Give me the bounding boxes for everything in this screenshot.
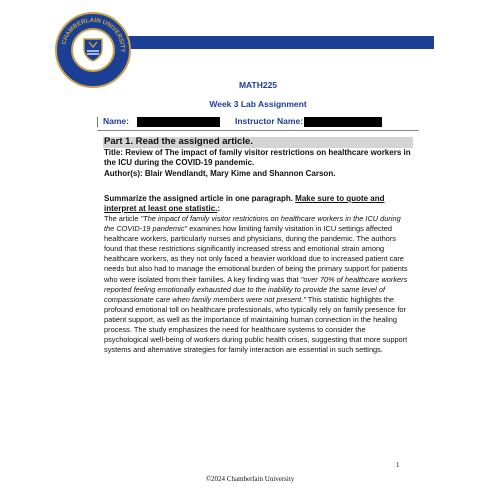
page-number: 1 (396, 461, 400, 469)
summary-quote-title: "The impact of family visitor restrictions on healthcare workers in the ICU during the COVID-19 pandemic" (104, 214, 401, 234)
cursor-bar (97, 117, 98, 127)
summary-quote-statistic: "over 70% of healthcare workers reported feeling emotionally exhausted due to the inability to provide the same level of compassionate care when family members were not present." (104, 274, 408, 304)
summary-part-3: This statistic highlights the profound emotional toll on healthcare professionals, who typically rely on family presence for patient support, as well as the importance of maintaining human connection in the healing process. The study emphasizes the need for healthcare systems to consider the psychological well-being of workers during public health crises, suggesting that more support systems and alternative strategies for family interaction are essential in such settings. (104, 294, 408, 355)
part1-heading: Part 1. Read the assigned article. (104, 136, 253, 147)
copyright-footer: ©2024 Chamberlain University (205, 475, 295, 483)
svg-text:CHAMBERLAIN UNIVERSITY (61, 17, 126, 53)
name-label: Name: (103, 116, 129, 126)
name-redaction (137, 117, 220, 127)
summary-part-2: examines how limiting family visitation in ICU settings affected healthcare workers, particularly nurses and physicians, during the pandemic. The authors found that these restrictions significantly increased stress and emotional strain among healthcare workers, as they not only faced a heavier workload due to increased patient care needs but also had to manage the emotional burden of being the primary support for patients who were isolated from their families. A key finding was that (104, 224, 408, 284)
university-seal-logo (55, 12, 131, 88)
names-row (97, 116, 417, 128)
article-title: Title: Review of The impact of family visitor restrictions on healthcare workers in the ICU during the COVID-19 pandemic. (104, 148, 411, 167)
instructor-redaction (304, 117, 382, 127)
summary-part-1: The article (104, 214, 141, 223)
assignment-title: Week 3 Lab Assignment (209, 99, 307, 109)
prompt-tail: : (217, 204, 221, 213)
prompt-underlined: Make sure to quote and interpret at least one statistic. (104, 194, 385, 213)
prompt-lead: Summarize the assigned article in one paragraph. (104, 194, 296, 203)
summary-paragraph (104, 214, 410, 355)
seal-text: CHAMBERLAIN UNIVERSITY (60, 16, 127, 53)
article-authors: Author(s): Blair Wendlandt, Mary Kime and Shannon Carson. (104, 169, 336, 178)
summary-prompt (104, 194, 416, 214)
course-code: MATH225 (238, 80, 278, 90)
instructor-label: Instructor Name: (235, 116, 304, 126)
seal-ring-text (57, 14, 129, 86)
divider (97, 130, 419, 131)
